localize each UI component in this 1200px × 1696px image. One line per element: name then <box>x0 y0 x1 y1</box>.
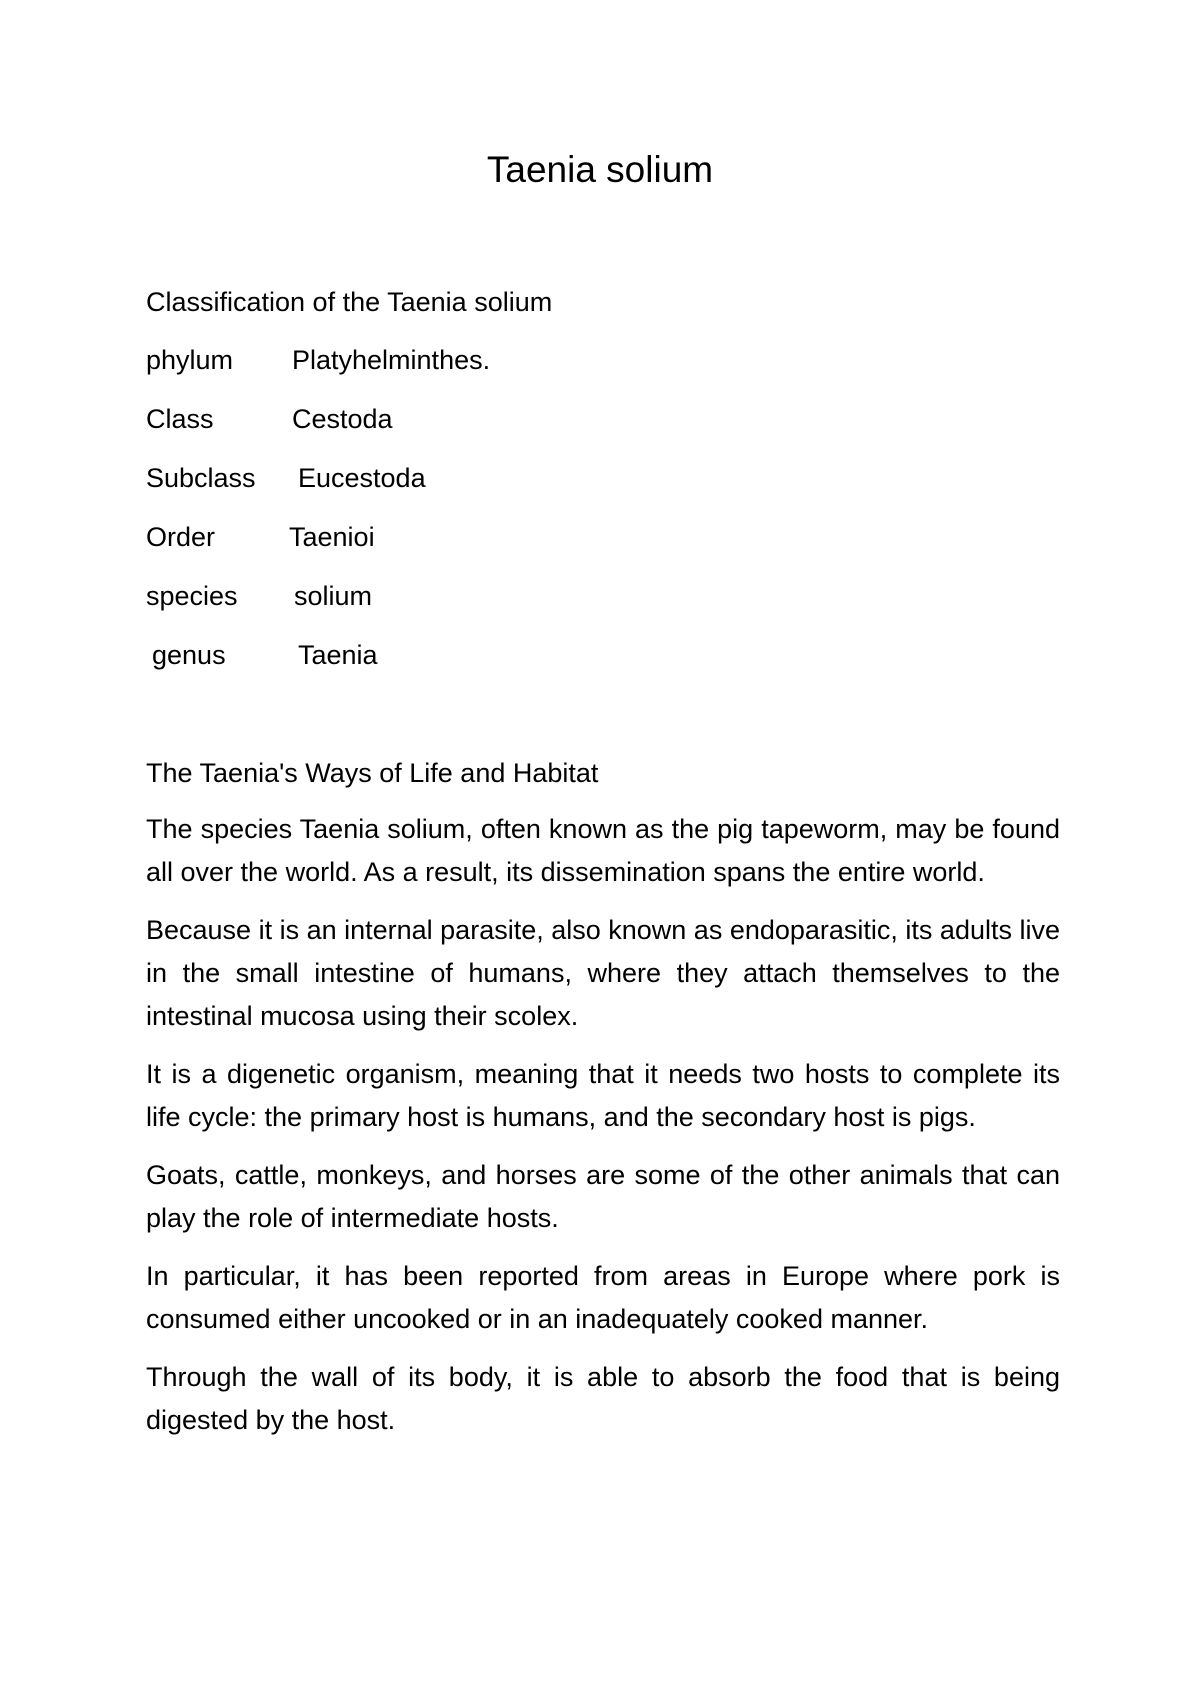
classification-rank: species <box>146 581 238 611</box>
habitat-heading: The Taenia's Ways of Life and Habitat <box>146 758 599 788</box>
classification-rank: Order <box>146 522 216 552</box>
habitat-section <box>146 753 1060 1457</box>
classification-heading-block <box>146 282 1060 322</box>
paragraph: Through the wall of its body, it is able to absorb the food that is being digested by the host. <box>146 1362 1060 1435</box>
paragraph: The species Taenia solium, often known as the pig tapeworm, may be found all over the world. As a result, its dissemination spans the entire world. <box>146 814 1060 887</box>
classification-heading: Classification of the Taenia solium <box>146 287 553 317</box>
classification-name: Eucestoda <box>298 463 426 493</box>
paragraph: Goats, cattle, monkeys, and horses are some of the other animals that can play the role of intermediate hosts. <box>146 1160 1060 1233</box>
classification-name: Platyhelminthes. <box>292 345 491 375</box>
classification-name: Taenioi <box>289 522 375 552</box>
classification-rank: Class <box>146 404 214 434</box>
classification-name: Cestoda <box>292 404 393 434</box>
classification-name: solium <box>294 581 373 611</box>
classification-rank: Subclass <box>146 463 256 493</box>
paragraph: Because it is an internal parasite, also known as endoparasitic, its adults live in the small intestine of humans, where they attach themselves to the intestinal mucosa using their scolex. <box>146 915 1060 1031</box>
classification-rank: phylum <box>146 345 234 375</box>
paragraph: In particular, it has been reported from areas in Europe where pork is consumed either uncooked or in an inadequately cooked manner. <box>146 1261 1060 1334</box>
paragraph: It is a digenetic organism, meaning that it needs two hosts to complete its life cycle: the primary host is humans, and the secondary host is pigs. <box>146 1059 1060 1132</box>
classification-rank: genus <box>152 640 226 670</box>
page-title: Taenia solium <box>486 149 714 190</box>
classification-name: Taenia <box>298 640 378 670</box>
